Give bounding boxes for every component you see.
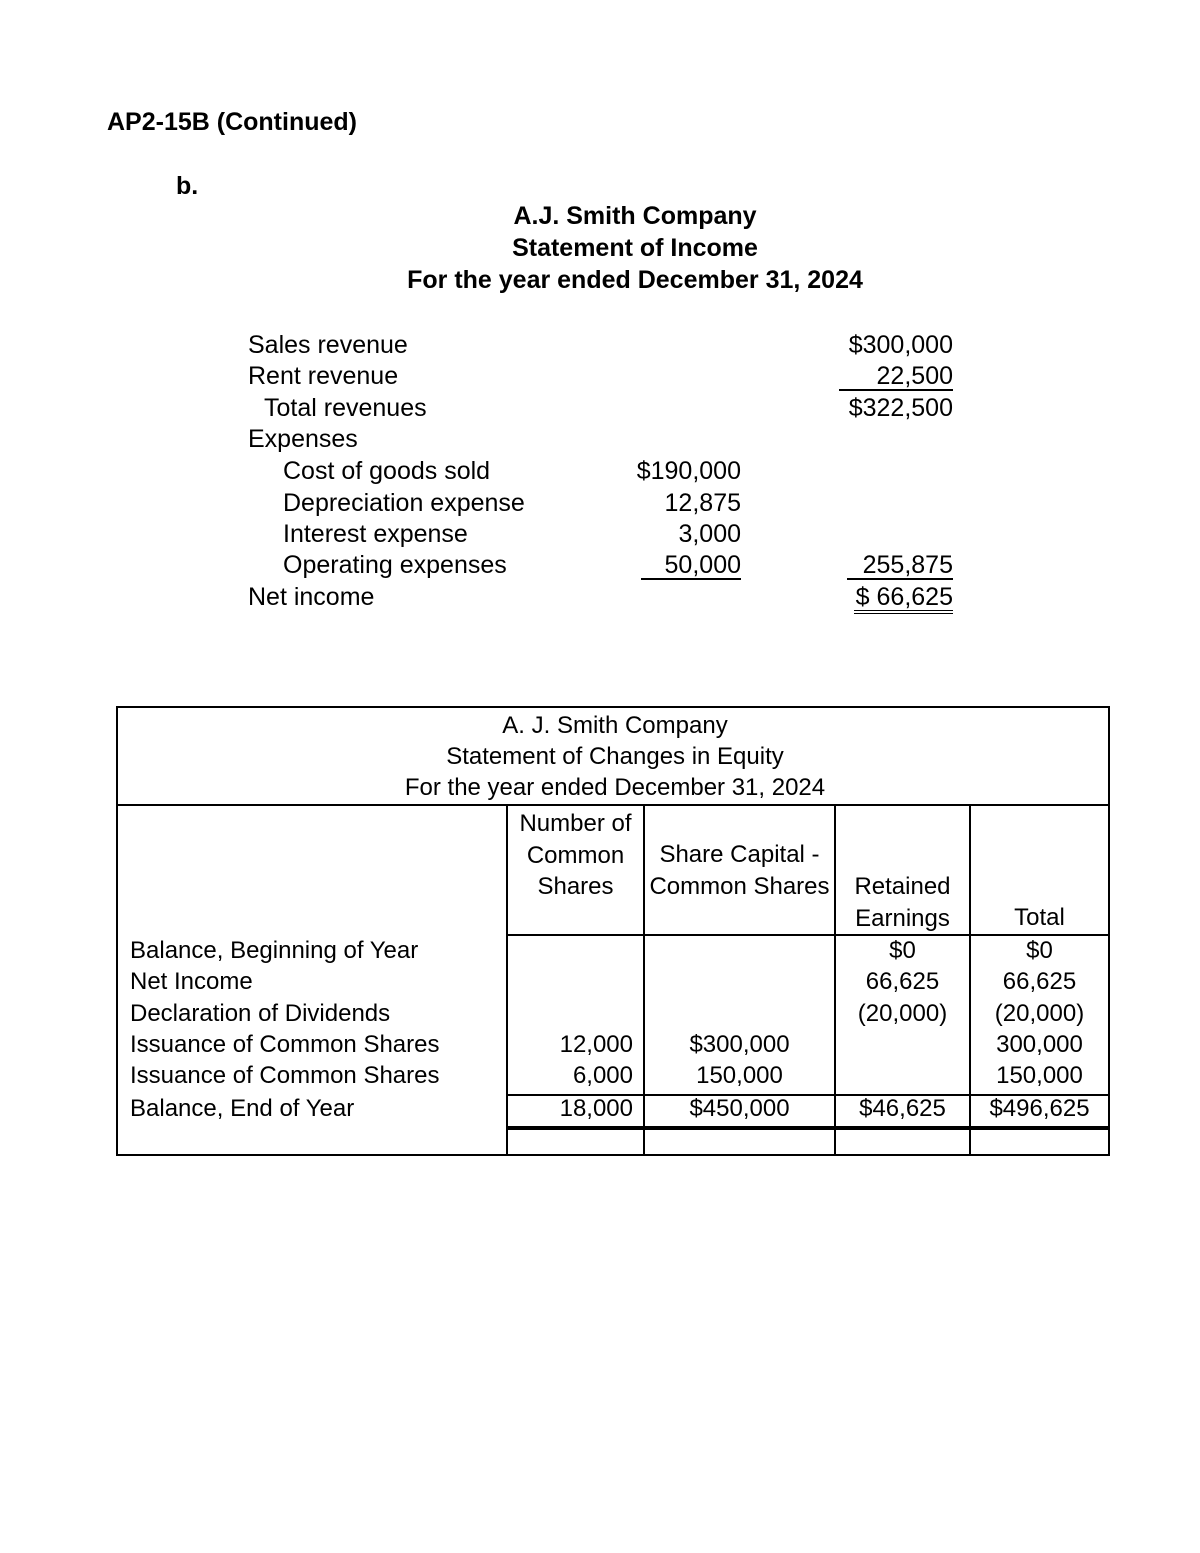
column-header-shares: Number of Common Shares (519, 810, 632, 900)
expense-label: Cost of goods sold (283, 457, 491, 485)
retained-earnings-cell: (20,000) (857, 1000, 948, 1027)
total-cell: $0 (1026, 937, 1053, 964)
total-cell: 66,625 (1002, 968, 1077, 995)
sales-revenue-amount: $300,000 (848, 331, 953, 359)
expense-label: Interest expense (283, 520, 468, 548)
equity-row-label: Net Income (130, 968, 253, 995)
column-header-share-capital: Share Capital - Common Shares (649, 841, 830, 900)
shares-cell: 6,000 (572, 1062, 633, 1089)
equity-company-name: A. J. Smith Company (502, 712, 728, 739)
net-income-amount (800, 583, 953, 614)
expense-label: Operating expenses (283, 551, 507, 579)
total-revenues-amount: $322,500 (848, 394, 953, 422)
total-expenses-value: 255,875 (847, 552, 953, 580)
retained-earnings-cell: $46,625 (859, 1095, 946, 1122)
equity-row-label: Balance, End of Year (130, 1095, 355, 1122)
operating-expenses-value: 50,000 (641, 552, 741, 580)
total-cell: $496,625 (989, 1095, 1090, 1122)
operating-expenses-amount (590, 551, 741, 580)
expense-label: Depreciation expense (283, 489, 525, 517)
equity-row-label: Balance, Beginning of Year (130, 937, 419, 964)
total-expenses-amount (800, 551, 953, 580)
equity-statement-period: For the year ended December 31, 2024 (404, 774, 826, 801)
retained-earnings-cell: $0 (889, 937, 916, 964)
header-divider (506, 934, 1108, 936)
column-header-retained-earnings: Retained Earnings (854, 873, 951, 932)
equity-statement-title: Statement of Changes in Equity (446, 743, 784, 770)
total-cell: 150,000 (996, 1062, 1083, 1089)
net-income-label: Net income (248, 583, 375, 611)
income-statement-title: Statement of Income (512, 234, 758, 262)
part-label: b. (176, 172, 199, 200)
page-heading: AP2-15B (Continued) (107, 108, 357, 136)
column-header-total: Total (1014, 904, 1065, 931)
total-divider (506, 1126, 1108, 1130)
total-cell: (20,000) (994, 1000, 1085, 1027)
retained-earnings-cell: 66,625 (865, 968, 940, 995)
share-capital-cell: $300,000 (689, 1031, 790, 1058)
expense-amount: 12,875 (664, 489, 741, 517)
total-revenues-label: Total revenues (264, 394, 427, 422)
share-capital-cell: $450,000 (689, 1095, 790, 1122)
shares-cell: 18,000 (559, 1095, 633, 1122)
share-capital-cell: 150,000 (696, 1062, 783, 1089)
equity-row-label: Issuance of Common Shares (130, 1062, 440, 1089)
expense-amount: 3,000 (678, 520, 741, 548)
equity-row-label: Issuance of Common Shares (130, 1031, 440, 1058)
rent-revenue-amount (800, 362, 953, 391)
equity-statement-table (116, 706, 1110, 1156)
income-statement-period: For the year ended December 31, 2024 (407, 266, 863, 294)
equity-row-label: Declaration of Dividends (130, 1000, 391, 1027)
shares-cell: 12,000 (559, 1031, 633, 1058)
expense-amount: $190,000 (636, 457, 741, 485)
net-income-value: $ 66,625 (854, 584, 953, 614)
rent-revenue-value: 22,500 (839, 363, 953, 391)
sales-revenue-label: Sales revenue (248, 331, 408, 359)
title-divider (118, 804, 1108, 806)
rent-revenue-label: Rent revenue (248, 362, 399, 390)
expenses-label: Expenses (248, 425, 358, 453)
total-cell: 300,000 (996, 1031, 1083, 1058)
income-company-name: A.J. Smith Company (513, 202, 757, 230)
